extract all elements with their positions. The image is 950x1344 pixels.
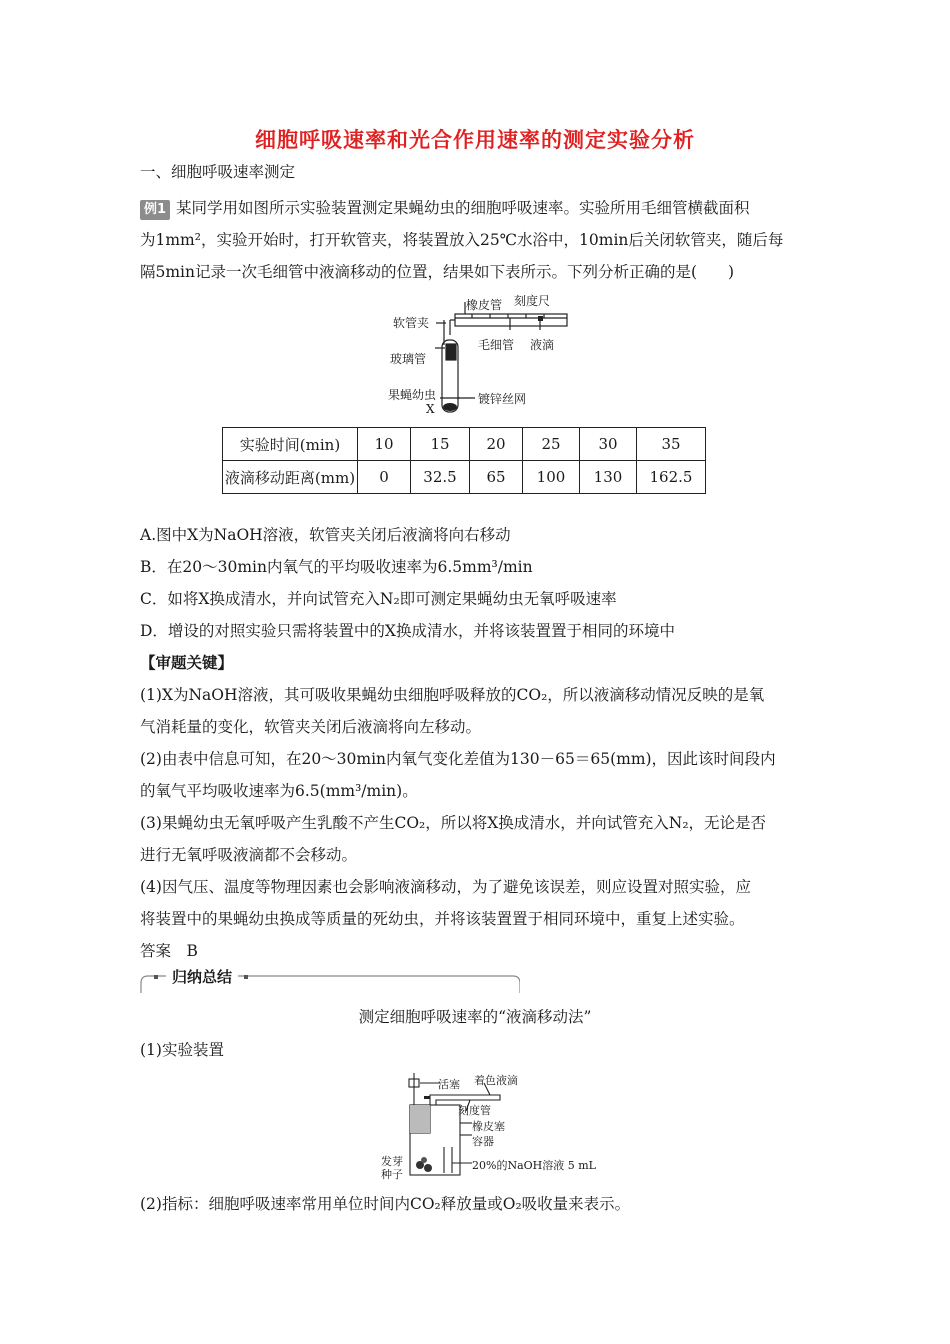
page-title: 细胞呼吸速率和光合作用速率的测定实验分析 [255, 128, 695, 152]
solution-x-shape [443, 403, 457, 411]
table-cell: 65 [470, 461, 523, 494]
droplet-mark [538, 316, 543, 321]
analysis-p2a: (2)由表中信息可知，在20～30min内氧气变化差值为130－65＝65(mm)，因此该时间段内 [140, 750, 776, 768]
example-badge: 例1 [140, 200, 170, 220]
table-cell: 0 [358, 461, 411, 494]
label-x: X [426, 402, 435, 416]
label-ruler: 刻度尺 [514, 294, 551, 308]
table-cell: 25 [523, 428, 580, 461]
analysis-p3b: 进行无氧呼吸液滴都不会移动。 [140, 846, 358, 864]
analysis-p4b: 将装置中的果蝇幼虫换成等质量的死幼虫，并将该装置置于相同环境中，重复上述实验。 [140, 910, 745, 928]
label-larvae: 果蝇幼虫 [388, 388, 437, 402]
label-capillary: 毛细管 [478, 338, 515, 352]
answer: 答案 B [140, 942, 198, 960]
table-cell: 20 [470, 428, 523, 461]
results-table [222, 427, 706, 494]
table-cell: 15 [411, 428, 470, 461]
label-naoh: 20%的NaOH溶液 5 mL [472, 1159, 596, 1172]
option-c: C．如将X换成清水，并向试管充入N₂即可测定果蝇幼虫无氧呼吸速率 [140, 590, 617, 608]
table-row [223, 428, 706, 461]
option-b: B．在20～30min内氧气的平均吸收速率为6.5mm³/min [140, 558, 533, 576]
example-line-3: 隔5min记录一次毛细管中液滴移动的位置，结果如下表所示。下列分析正确的是( ) [140, 263, 735, 281]
example-line-2: 为1mm²，实验开始时，打开软管夹，将装置放入25℃水浴中，10min后关闭软管夹，随后每 [140, 231, 784, 249]
section-heading: 一、细胞呼吸速率测定 [140, 163, 296, 181]
label-graduated-tube: 刻度管 [458, 1104, 491, 1117]
table-header-distance: 液滴移动距离(mm) [223, 461, 358, 494]
label-seeds: 种子 [381, 1168, 403, 1181]
table-cell: 130 [580, 461, 637, 494]
label-hose-clamp: 软管夹 [393, 316, 430, 330]
analysis-p2b: 的氧气平均吸收速率为6.5(mm³/min)。 [140, 782, 418, 800]
example-text-1: 某同学用如图所示实验装置测定果蝇幼虫的细胞呼吸速率。实验所用毛细管横截面积 [176, 199, 750, 217]
label-glass-tube: 玻璃管 [390, 352, 427, 366]
table-header-time: 实验时间(min) [223, 428, 358, 461]
summary-subtitle: 测定细胞呼吸速率的“液滴移动法” [358, 1008, 592, 1026]
analysis-p4a: (4)因气压、温度等物理因素也会影响液滴移动，为了避免该误差，则应设置对照实验，应 [140, 878, 751, 896]
analysis-p3a: (3)果蝇幼虫无氧呼吸产生乳酸不产生CO₂，所以将X换成清水，并向试管充入N₂，无论是否 [140, 814, 767, 832]
analysis-p1a: (1)X为NaOH溶液，其可吸收果蝇幼虫细胞呼吸释放的CO₂，所以液滴移动情况反映的是氧 [140, 686, 765, 704]
table-cell: 10 [358, 428, 411, 461]
label-rubber-stopper: 橡皮塞 [472, 1120, 505, 1133]
summary-label: 归纳总结 [166, 966, 238, 987]
summary-item-2: (2)指标：细胞呼吸速率常用单位时间内CO₂释放量或O₂吸收量来表示。 [140, 1195, 631, 1213]
option-a: A.图中X为NaOH溶液，软管夹关闭后液滴将向右移动 [140, 526, 511, 544]
label-container: 容器 [472, 1135, 494, 1148]
label-colored-droplet: 着色液滴 [474, 1074, 518, 1087]
table-cell: 30 [580, 428, 637, 461]
table-row [223, 461, 706, 494]
label-rubber-tube: 橡皮管 [466, 298, 503, 312]
label-mesh: 镀锌丝网 [478, 392, 527, 406]
label-piston: 活塞 [438, 1078, 460, 1091]
option-d: D．增设的对照实验只需将装置中的X换成清水，并将该装置置于相同的环境中 [140, 622, 675, 640]
table-cell: 32.5 [411, 461, 470, 494]
table-cell: 35 [637, 428, 706, 461]
label-germinating: 发芽 [381, 1155, 403, 1168]
example-line-1 [140, 198, 830, 220]
analysis-p1b: 气消耗量的变化，软管夹关闭后液滴将向左移动。 [140, 718, 482, 736]
table-cell: 162.5 [637, 461, 706, 494]
analysis-heading: 【审题关键】 [140, 653, 234, 672]
summary-item-1: (1)实验装置 [140, 1041, 224, 1059]
label-droplet: 液滴 [530, 338, 555, 352]
table-cell: 100 [523, 461, 580, 494]
